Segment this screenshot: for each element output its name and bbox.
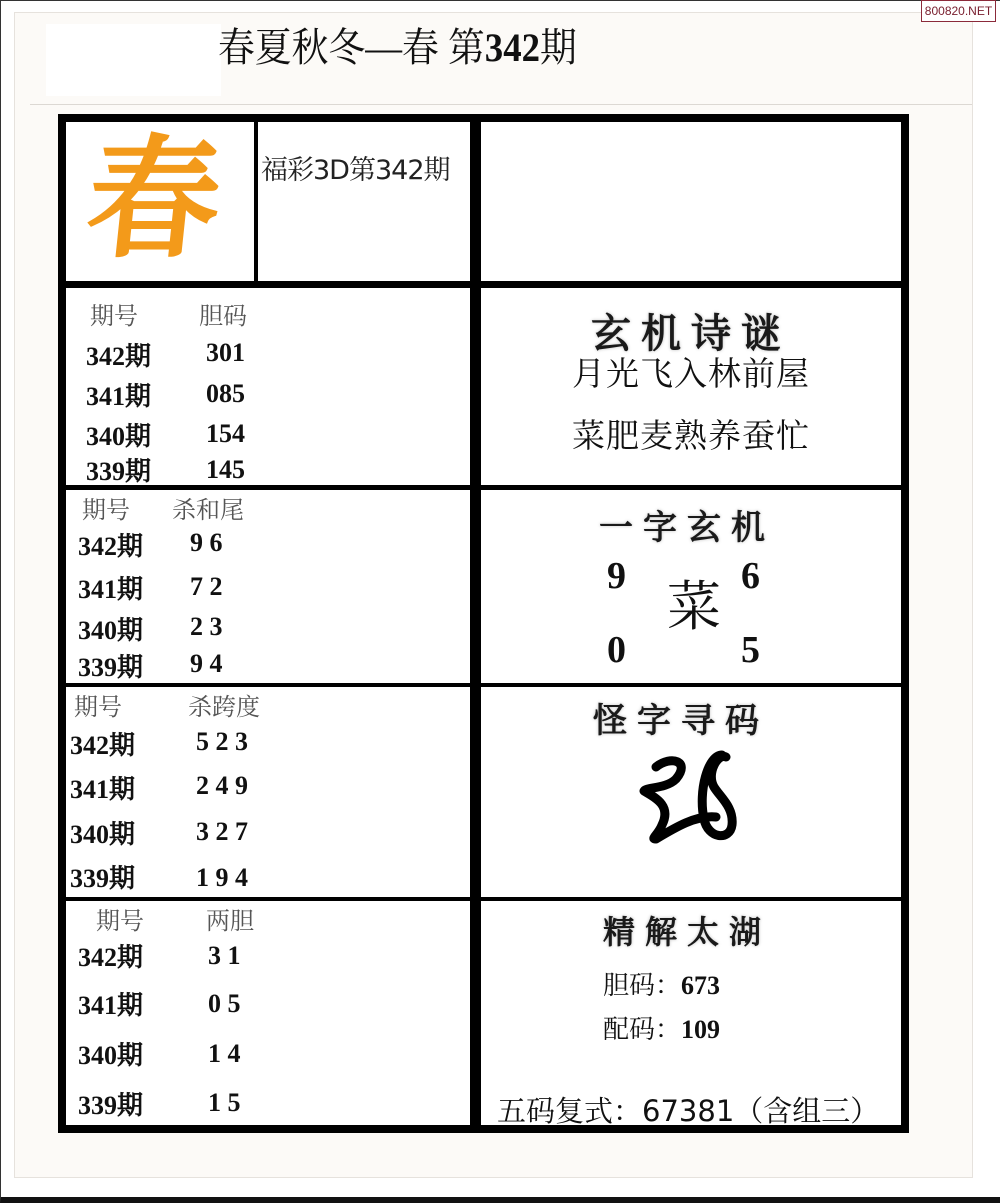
header-value: 杀和尾 xyxy=(172,496,244,524)
title-divider xyxy=(30,104,972,105)
riddle-title: 玄机诗谜 xyxy=(591,310,791,357)
row-period: 339期 xyxy=(86,457,152,485)
spring-logo-icon: 春 xyxy=(79,122,229,277)
header-value: 两胆 xyxy=(206,907,254,935)
row-value: 301 xyxy=(206,338,245,367)
row-period: 339期 xyxy=(78,1091,144,1120)
digit-top-left: 9 xyxy=(607,555,626,597)
five-code-combo xyxy=(497,1089,879,1125)
strange-char-panel xyxy=(481,687,901,897)
riddle-line-1: 月光飞入林前屋 xyxy=(572,354,810,393)
row-period: 341期 xyxy=(86,382,152,411)
center-character: 菜 xyxy=(667,575,721,638)
section-kill-span xyxy=(66,687,470,897)
row-period: 340期 xyxy=(78,1041,144,1070)
riddle-panel xyxy=(481,288,901,485)
pei-code-label: 配码： xyxy=(603,1015,682,1045)
section-two-dan xyxy=(66,901,470,1125)
row-period: 340期 xyxy=(78,616,144,645)
row-period: 342期 xyxy=(70,731,136,760)
section-dan-code xyxy=(66,288,470,485)
riddle-line-2: 菜肥麦熟养蚕忙 xyxy=(572,416,810,455)
row-period: 339期 xyxy=(78,653,144,682)
logo-cell xyxy=(66,122,254,281)
strange-char-title: 怪字寻码 xyxy=(593,701,769,741)
row-value: 9 6 xyxy=(190,528,223,557)
row-value: 1 4 xyxy=(208,1039,241,1068)
row-value: 3 2 7 xyxy=(196,817,248,846)
row-value: 145 xyxy=(206,455,245,484)
row-value: 1 9 4 xyxy=(196,863,248,892)
row-value: 9 4 xyxy=(190,649,223,678)
header-period: 期号 xyxy=(96,907,144,935)
row-period: 340期 xyxy=(70,820,136,849)
issue-label: 福彩3D第342期 xyxy=(261,155,450,186)
digit-bottom-left: 0 xyxy=(607,629,626,671)
header-value: 胆码 xyxy=(199,302,247,330)
combo-note: （含组三） xyxy=(734,1094,880,1125)
row-value: 7 2 xyxy=(190,572,223,601)
row-period: 341期 xyxy=(70,775,136,804)
row-value: 3 1 xyxy=(208,941,241,970)
pei-code-value: 109 xyxy=(681,1015,721,1044)
row-value: 5 2 3 xyxy=(196,727,248,756)
blank-cell xyxy=(481,122,901,281)
watermark-link[interactable]: 800820.NET xyxy=(921,0,996,22)
dan-code-line xyxy=(603,965,720,1002)
row-value: 0 5 xyxy=(208,989,241,1018)
one-char-title: 一字玄机 xyxy=(599,508,775,548)
issue-cell xyxy=(258,122,470,281)
row-period: 341期 xyxy=(78,991,144,1020)
digit-bottom-right: 5 xyxy=(741,629,760,671)
header-period: 期号 xyxy=(82,496,130,524)
row-value: 2 3 xyxy=(190,612,223,641)
section-kill-sum-tail xyxy=(66,490,470,683)
dan-code-label: 胆码： xyxy=(603,971,682,1001)
page-title xyxy=(218,22,577,74)
strange-glyph-icon xyxy=(636,747,746,857)
row-period: 340期 xyxy=(86,422,152,451)
row-value: 2 4 9 xyxy=(196,771,248,800)
row-value: 1 5 xyxy=(208,1088,241,1117)
row-period: 342期 xyxy=(78,532,144,561)
title-issue: 342 xyxy=(484,25,540,70)
combo-value: 67381 xyxy=(642,1094,735,1125)
header-period: 期号 xyxy=(74,693,122,721)
row-value: 085 xyxy=(206,379,245,408)
header-period: 期号 xyxy=(90,302,138,330)
digit-top-right: 6 xyxy=(741,555,760,597)
combo-label: 五码复式： xyxy=(497,1094,643,1125)
title-prefix: 春夏秋冬—春 第 xyxy=(218,25,485,70)
taihu-title: 精解太湖 xyxy=(602,913,771,951)
row-period: 341期 xyxy=(78,575,144,604)
row-period: 342期 xyxy=(86,342,152,371)
chart-frame xyxy=(58,114,909,1133)
pei-code-line xyxy=(603,1009,720,1046)
taihu-panel xyxy=(481,901,901,1125)
one-char-panel xyxy=(481,490,901,683)
header-value: 杀跨度 xyxy=(188,693,260,721)
title-suffix: 期 xyxy=(540,25,577,70)
row-period: 342期 xyxy=(78,943,144,972)
row-value: 154 xyxy=(206,419,245,448)
title-backdrop xyxy=(46,24,221,96)
row-period: 339期 xyxy=(70,864,136,893)
dan-code-value: 673 xyxy=(681,971,721,1000)
